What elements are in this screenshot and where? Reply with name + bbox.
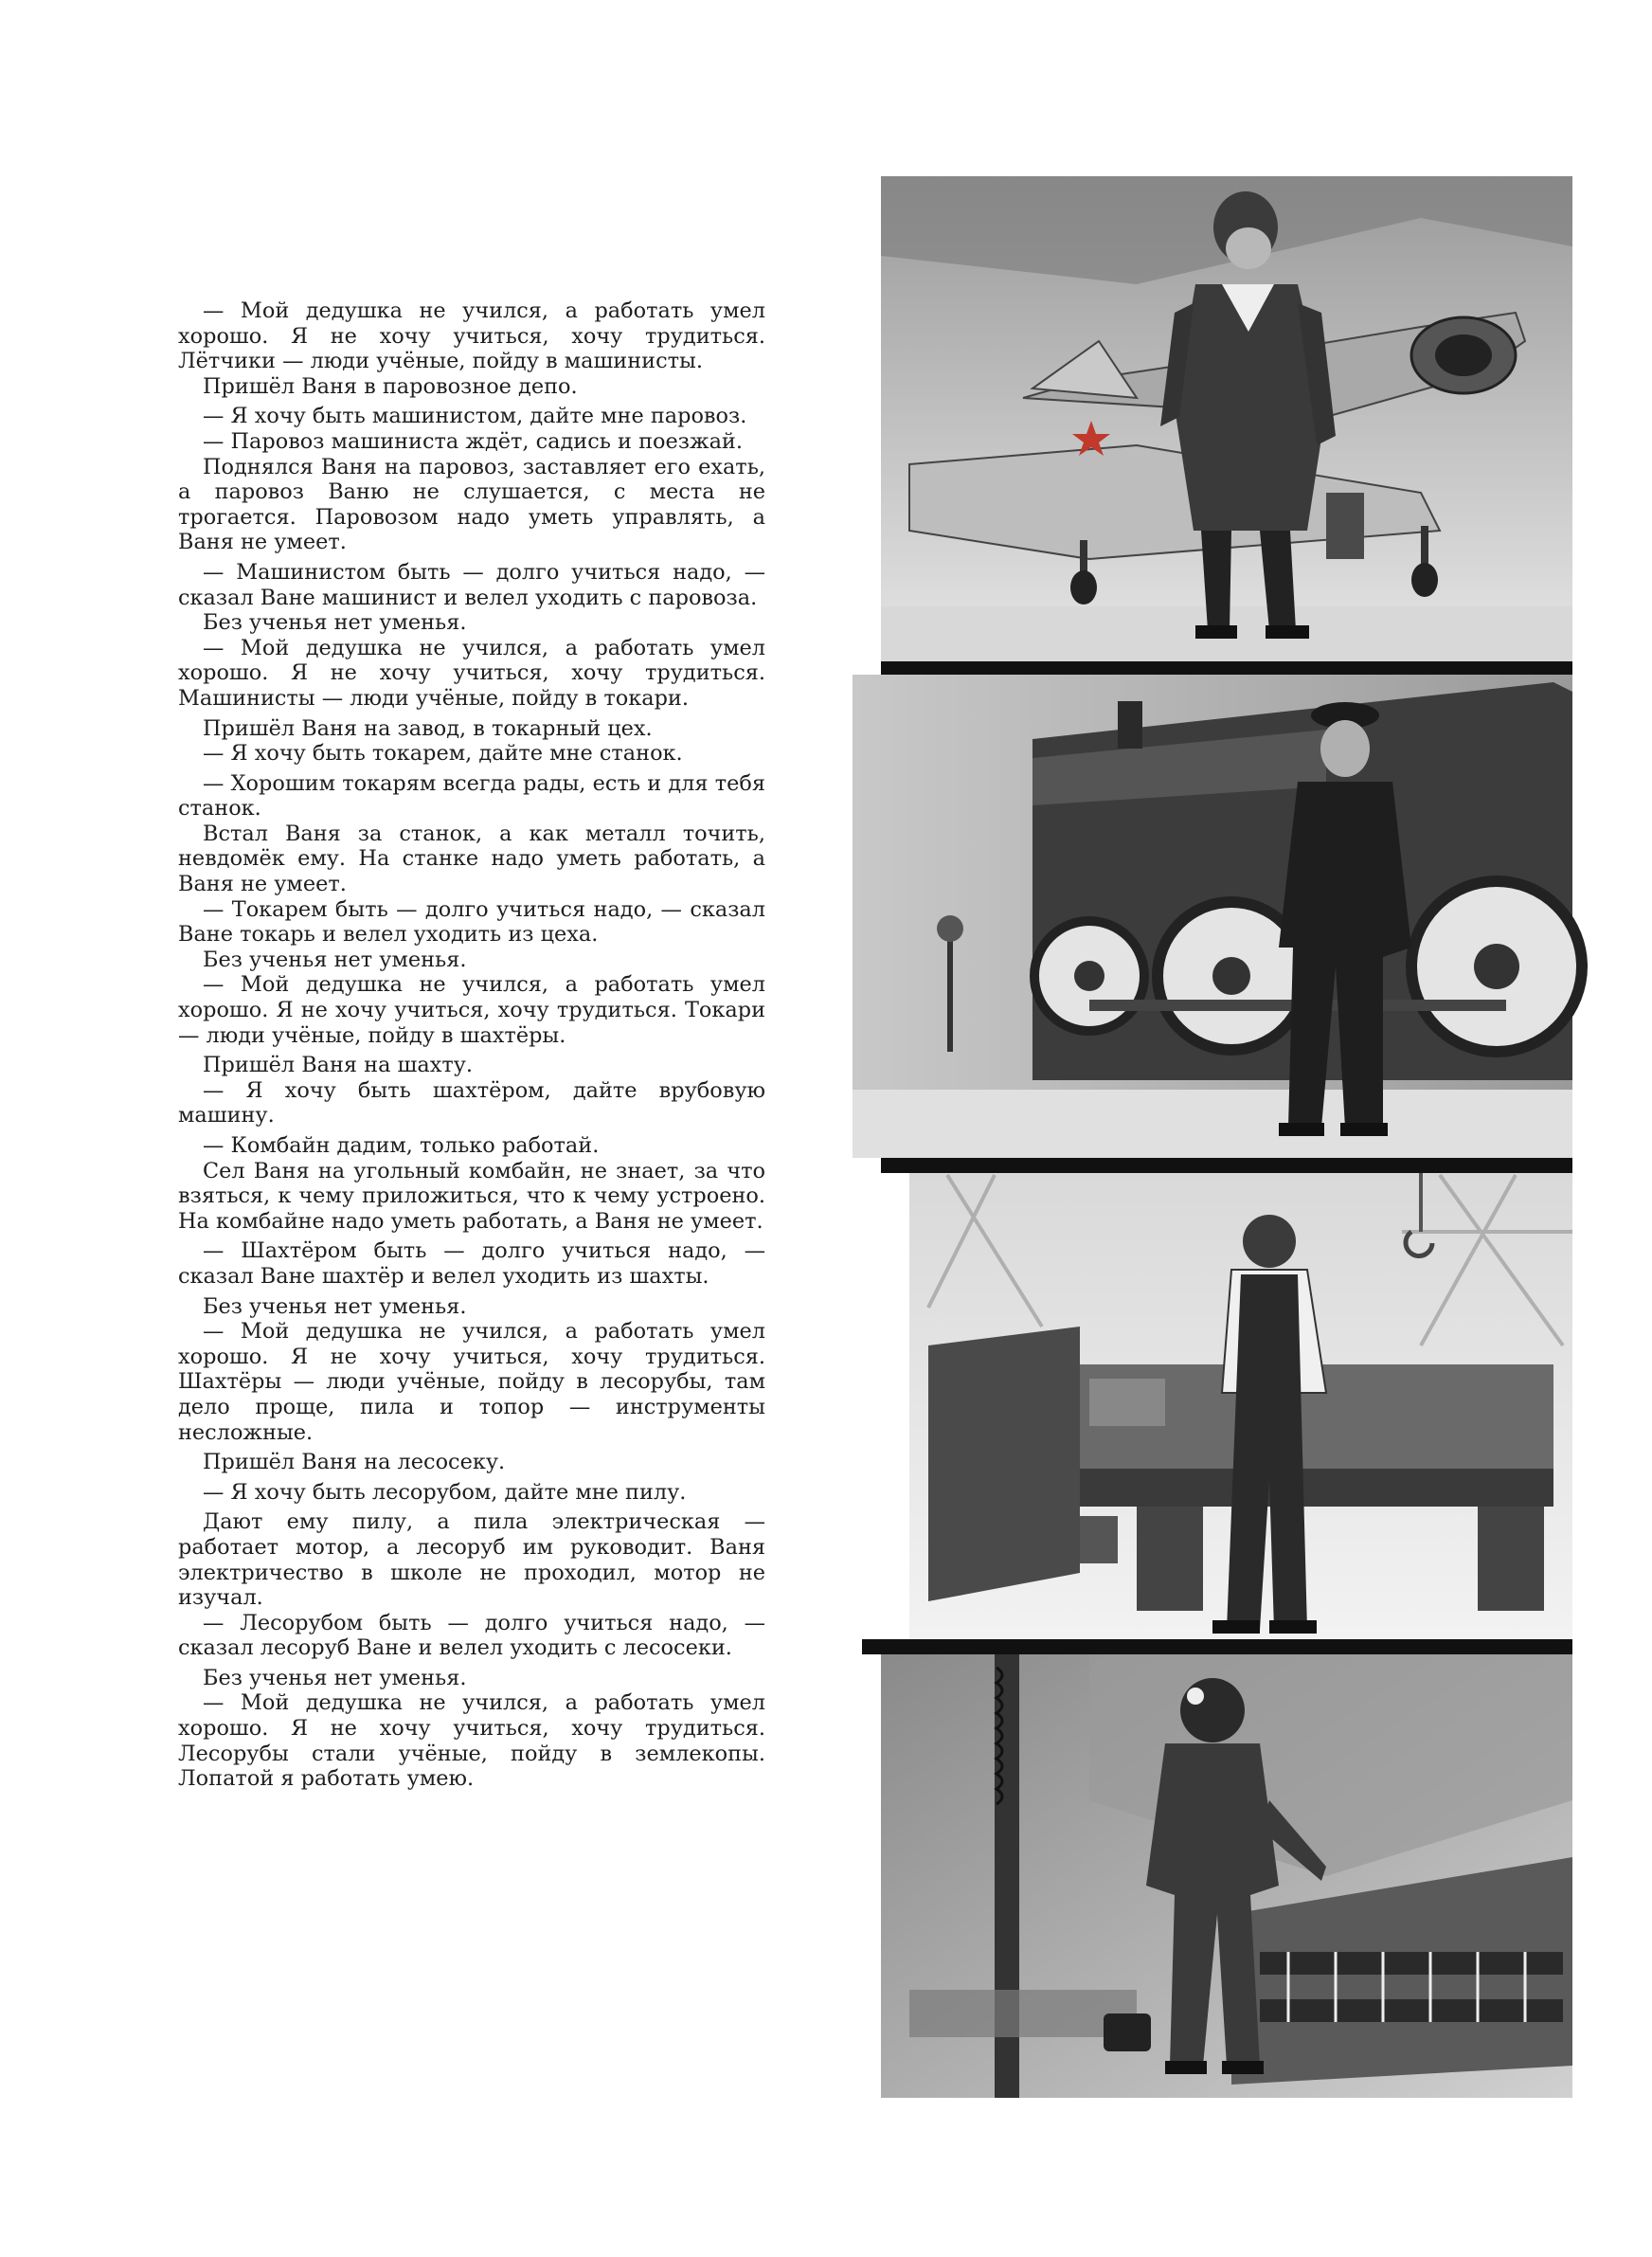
story-paragraph: — Я хочу быть машинистом, дайте мне паровоз.	[203, 404, 747, 429]
story-paragraph: — Машинистом быть — долго учиться надо, — сказал Ване машинист и велел уходить с паровоза.	[178, 559, 765, 610]
story-paragraph: — Я хочу быть лесорубом, дайте мне пилу.	[203, 1479, 687, 1505]
coal-combine-illustration	[881, 1654, 1572, 2098]
story-paragraph: Без ученья нет уменья.	[203, 610, 467, 636]
lathe-illustration	[909, 1173, 1572, 1639]
story-paragraph: Дают ему пилу, а пила электрическая — работает мотор, а лесоруб им руководит. Ваня электричество в школе не проходил, мотор не изучал.	[178, 1509, 765, 1611]
panel-divider	[881, 661, 1572, 675]
story-paragraph: Пришёл Ваня на завод, в токарный цех.	[203, 715, 653, 741]
story-paragraph: Поднялся Ваня на паровоз, заставляет его ехать, а паровоз Ваню не слушается, с места не трогается. Паровозом надо уметь управлять, а Ваня не умеет.	[178, 454, 765, 555]
story-paragraph: — Лесорубом быть — долго учиться надо, — сказал лесоруб Ване и велел уходить с лесосеки.	[178, 1610, 765, 1661]
story-paragraph: — Мой дедушка не учился, а работать умел хорошо. Я не хочу учиться, хочу трудиться. Машинисты — люди учёные, пойду в токари.	[178, 635, 765, 711]
story-paragraph: — Комбайн дадим, только работай.	[203, 1133, 600, 1158]
story-paragraph: Пришёл Ваня на лесосеку.	[203, 1450, 506, 1475]
story-paragraph: Пришёл Ваня на шахту.	[203, 1053, 474, 1078]
story-paragraph: — Хорошим токарям всегда рады, есть и для тебя станок.	[178, 770, 765, 822]
story-paragraph: — Шахтёром быть — долго учиться надо, — сказал Ване шахтёр и велел уходить из шахты.	[178, 1238, 765, 1289]
pilot-illustration	[881, 176, 1572, 661]
panel-divider	[862, 1639, 1572, 1654]
story-paragraph: — Паровоз машиниста ждёт, садись и поезжай.	[203, 428, 743, 454]
story-paragraph: Без ученья нет уменья.	[203, 1293, 467, 1319]
story-paragraph: Сел Ваня на угольный комбайн, не знает, за что взяться, к чему приложиться, что к чему устроено. На комбайне надо уметь работать, а Ваня не умеет.	[178, 1158, 765, 1234]
story-paragraph: — Мой дедушка не учился, а работать умел хорошо. Я не хочу учиться, хочу трудиться. Шахтёры — люди учёные, пойду в лесорубы, там дело проще, пила и топор — инструменты несложные.	[178, 1319, 765, 1445]
story-paragraph: — Я хочу быть шахтёром, дайте врубовую машину.	[178, 1077, 765, 1128]
story-paragraph: — Токарем быть — долго учиться надо, — сказал Ване токарь и велел уходить из цеха.	[178, 896, 765, 948]
story-paragraph: Пришёл Ваня в паровозное депо.	[203, 373, 578, 399]
story-paragraph: Без ученья нет уменья.	[203, 947, 467, 972]
panel-divider	[881, 1158, 1572, 1173]
story-paragraph: — Я хочу быть токарем, дайте мне станок.	[203, 741, 683, 767]
story-paragraph: Встал Ваня за станок, а как металл точить, невдомёк ему. На станке надо уметь работать, а Ваня не умеет.	[178, 821, 765, 897]
story-paragraph: — Мой дедушка не учился, а работать умел хорошо. Я не хочу учиться, хочу трудиться. Лесорубы стали учёные, пойду в землекопы. Лопатой я работать умею.	[178, 1690, 765, 1792]
story-paragraph: — Мой дедушка не учился, а работать умел хорошо. Я не хочу учиться, хочу трудиться. Токари — люди учёные, пойду в шахтёры.	[178, 972, 765, 1048]
story-paragraph: Без ученья нет уменья.	[203, 1665, 467, 1690]
story-paragraph: — Мой дедушка не учился, а работать умел хорошо. Я не хочу учиться, хочу трудиться. Лётчики — люди учёные, пойду в машинисты.	[178, 298, 765, 374]
locomotive-illustration	[853, 675, 1582, 1158]
